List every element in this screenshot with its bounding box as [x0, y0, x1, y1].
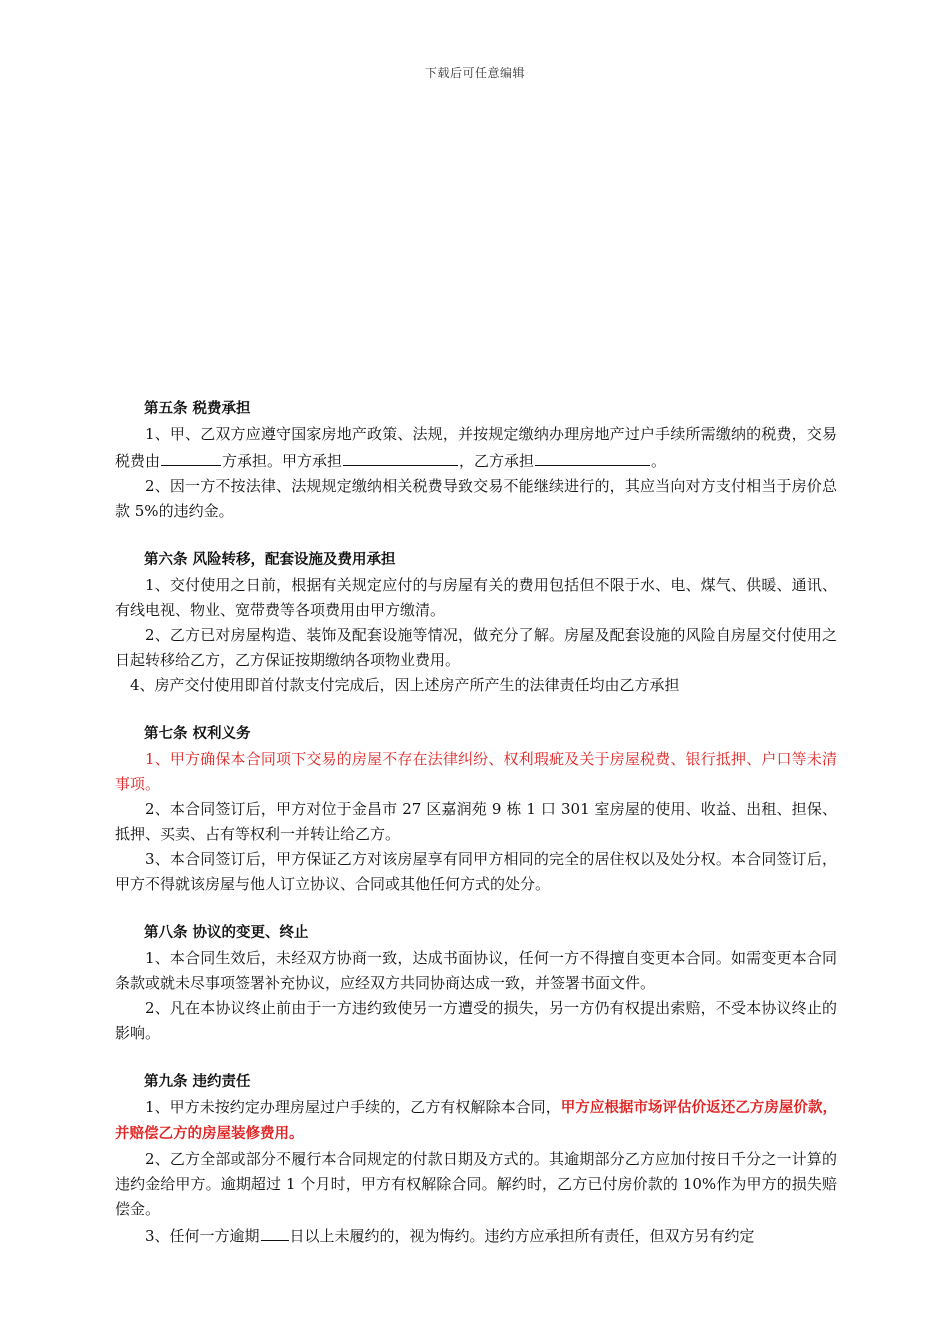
section-title: 第六条 风险转移，配套设施及费用承担 [144, 552, 396, 568]
blank-field [343, 447, 458, 466]
clause-6-1: 1、交付使用之日前，根据有关规定应付的与房屋有关的费用包括但不限于水、电、煤气、供暖、通讯、有线电视、物业、宽带费等各项费用由甲方缴清。 [115, 576, 837, 619]
section-9-breach [115, 1070, 837, 1249]
section-title: 第九条 违约责任 [144, 1074, 251, 1090]
clause-7-2: 2、本合同签订后，甲方对位于金昌市 27 区嘉润苑 9 栋 1 口 301 室房屋的使用、收益、出租、担保、抵押、买卖、占有等权利一并转让给乙方。 [115, 800, 837, 843]
clause-9-1 [115, 1095, 837, 1147]
blank-field [535, 447, 650, 466]
section-8-change [115, 921, 837, 1046]
section-title: 第七条 权利义务 [144, 726, 251, 742]
clause-7-3: 3、本合同签订后，甲方保证乙方对该房屋享有同甲方相同的完全的居住权以及处分权。本合同签订后，甲方不得就该房屋与他人订立协议、合同或其他任何方式的处分。 [115, 850, 837, 893]
highlighted-clause-text: 甲方应根据市场评估价返还乙方房屋价款，并赔偿乙方的房屋装修费用。 [115, 1100, 838, 1142]
section-5-tax [115, 397, 837, 524]
clause-text: 。 [651, 452, 667, 470]
clause-text: 日以上未履约的，视为悔约。违约方应承担所有责任，但双方另有约定 [289, 1227, 755, 1245]
clause-5-1 [115, 422, 837, 474]
clause-text: 1、甲、乙双方应遵守国家房地产政策、法规，并按规定缴纳办理房地产过户手续所需缴纳的税费，交易税费由 [115, 425, 837, 470]
clause-8-2: 2、凡在本协议终止前由于一方违约致使另一方遭受的损失，另一方仍有权提出索赔，不受本协议终止的影响。 [115, 999, 837, 1042]
clause-text: 3、任何一方逾期 [145, 1227, 260, 1245]
blank-field [261, 1222, 289, 1241]
section-title: 第八条 协议的变更、终止 [144, 925, 309, 941]
contract-body [115, 397, 837, 1273]
clause-8-1: 1、本合同生效后，未经双方协商一致，达成书面协议，任何一方不得擅自变更本合同。如需变更本合同条款或就未尽事项签署补充协议，应经双方共同协商达成一致，并签署书面文件。 [115, 949, 837, 992]
section-6-risk [115, 548, 837, 698]
clause-text: 1、甲方未按约定办理房屋过户手续的，乙方有权解除本合同， [145, 1098, 561, 1116]
clause-9-2: 2、乙方全部或部分不履行本合同规定的付款日期及方式的。其逾期部分乙方应加付按日千分之一计算的违约金给甲方。逾期超过 1 个月时，甲方有权解除合同。解约时，乙方已付房价款的 10%作为甲方的损失赔偿金。 [115, 1150, 837, 1218]
clause-6-4: 4、房产交付使用即首付款支付完成后，因上述房产所产生的法律责任均由乙方承担 [130, 676, 680, 694]
blank-field [161, 447, 221, 466]
clause-6-2: 2、乙方已对房屋构造、装饰及配套设施等情况，做充分了解。房屋及配套设施的风险自房屋交付使用之日起转移给乙方，乙方保证按期缴纳各项物业费用。 [115, 626, 837, 669]
clause-text: 方承担。甲方承担 [222, 452, 343, 470]
clause-9-3 [115, 1222, 837, 1249]
clause-7-1: 1、甲方确保本合同项下交易的房屋不存在法律纠纷、权利瑕疵及关于房屋税费、银行抵押、户口等未清事项。 [115, 750, 837, 793]
clause-5-2: 2、因一方不按法律、法规规定缴纳相关税费导致交易不能继续进行的，其应当向对方支付相当于房价总款 5%的违约金。 [115, 477, 837, 520]
section-title: 第五条 税费承担 [144, 401, 251, 417]
section-7-rights [115, 722, 837, 897]
clause-text: ，乙方承担 [459, 452, 535, 470]
header-note: 下载后可任意编辑 [424, 66, 525, 80]
